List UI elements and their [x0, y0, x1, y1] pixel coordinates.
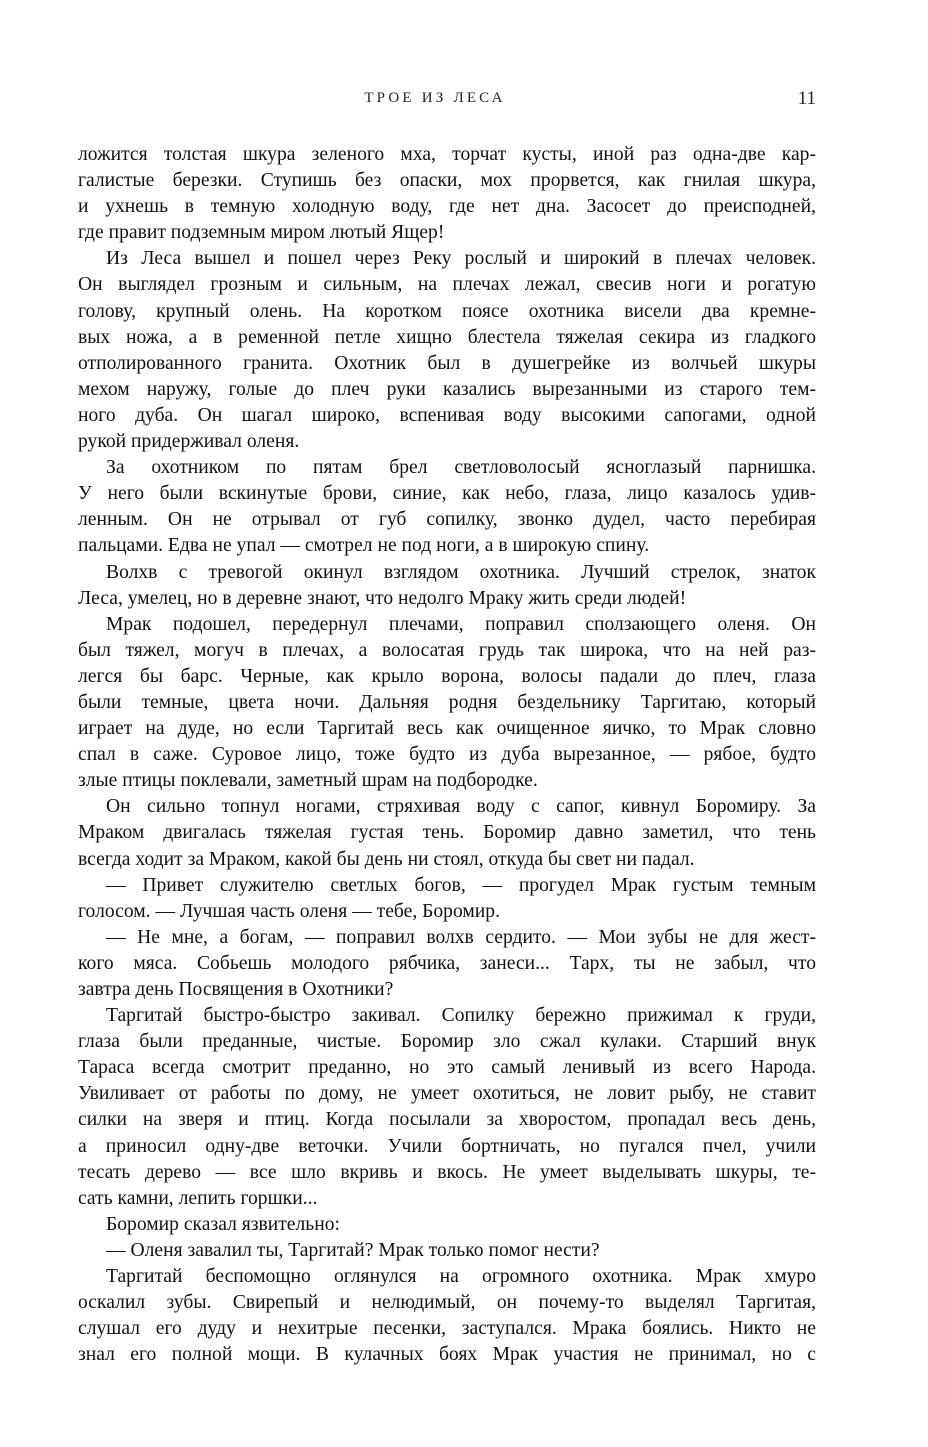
text-line: — Привет служителю светлых богов, — прогудел Мрак густым темным	[106, 874, 816, 896]
text-line: Таргитай беспомощно оглянулся на огромного охотника. Мрак хмуро	[106, 1266, 816, 1288]
page-number: 11	[797, 88, 816, 109]
text-line: а приносил одну-две веточки. Учили бортничать, но пугался пчел, учили	[78, 1135, 816, 1157]
text-line: слушал его дуду и нехитрые песенки, заступался. Мрака боялись. Никто не	[78, 1318, 816, 1340]
text-line: ного дуба. Он шагал широко, вспенивая воду высокими сапогами, одной	[78, 404, 816, 426]
text-line: сать камни, лепить горшки...	[78, 1187, 318, 1209]
text-line: играет на дуде, но если Таргитай весь как очищенное яичко, то Мрак словно	[78, 718, 816, 740]
text-line: Увиливает от работы по дому, не умеет охотиться, не ловит рыбу, не ставит	[78, 1083, 816, 1105]
text-line: У него были вскинутые брови, синие, как небо, глаза, лицо казалось удив-	[78, 483, 816, 505]
text-line: Мрак подошел, передернул плечами, поправил сползающего оленя. Он	[106, 613, 816, 635]
text-line: глаза были преданные, чистые. Боромир зло сжал кулаки. Старший внук	[78, 1031, 816, 1053]
text-line: Он сильно топнул ногами, стряхивая воду с сапог, кивнул Боромиру. За	[106, 796, 816, 818]
text-line: Он выглядел грозным и сильным, на плечах лежал, свесив ноги и рогатую	[78, 274, 816, 296]
text-line: всегда ходит за Мраком, какой бы день ни стоял, откуда бы свет ни падал.	[78, 848, 695, 870]
text-line: мехом наружу, голые до плеч руки казались вырезанными из старого тем-	[78, 378, 816, 400]
text-line: За охотником по пятам брел светловолосый ясноглазый парнишка.	[106, 457, 816, 479]
text-line: вых ножа, а в ременной петле хищно блестела тяжелая секира из гладкого	[78, 326, 816, 348]
text-line: Волхв с тревогой окинул взглядом охотника. Лучший стрелок, знаток	[106, 561, 816, 583]
text-line: кого мяса. Собьешь молодого рябчика, занеси... Тарх, ты не забыл, что	[78, 952, 816, 974]
text-line: где правит подземным миром лютый Ящер!	[78, 222, 445, 244]
text-line: злые птицы поклевали, заметный шрам на подбородке.	[78, 770, 538, 792]
text-line: и ухнешь в темную холодную воду, где нет дна. Засосет до преисподней,	[78, 196, 816, 218]
text-line: Тараса всегда смотрит преданно, но это самый ленивый из всего Народа.	[78, 1057, 816, 1079]
body-text	[78, 142, 816, 1368]
text-line: пальцами. Едва не упал — смотрел не под ноги, а в широкую спину.	[78, 535, 650, 557]
text-line: Боромир сказал язвительно:	[106, 1213, 340, 1235]
text-line: знал его полной мощи. В кулачных боях Мрак участия не принимал, но с	[78, 1344, 816, 1366]
text-line: голосом. — Лучшая часть оленя — тебе, Боромир.	[78, 900, 500, 922]
text-line: — Не мне, а богам, — поправил волхв сердито. — Мои зубы не для жест-	[106, 926, 816, 948]
running-title: ТРОЕ ИЗ ЛЕСА	[364, 90, 506, 106]
text-line: отполированного гранита. Охотник был в душегрейке из волчьей шкуры	[78, 352, 816, 374]
text-line: рукой придерживал оленя.	[78, 431, 300, 453]
text-line: голову, крупный олень. На коротком поясе охотника висели два кремне-	[78, 300, 816, 322]
text-line: Из Леса вышел и пошел через Реку рослый и широкий в плечах человек.	[106, 248, 816, 270]
text-line: завтра день Посвящения в Охотники?	[78, 979, 394, 1000]
text-line: были темные, цвета ночи. Дальняя родня бездельнику Таргитаю, который	[78, 691, 816, 713]
text-line: — Оленя завалил ты, Таргитай? Мрак только помог нести?	[106, 1239, 600, 1261]
text-line: оскалил зубы. Свирепый и нелюдимый, он почему-то выделял Таргитая,	[78, 1292, 816, 1314]
text-line: галистые березки. Ступишь без опаски, мох прорвется, как гнилая шкура,	[78, 170, 816, 192]
text-line: Леса, умелец, но в деревне знают, что недолго Мраку жить среди людей!	[78, 587, 687, 609]
text-line: ложится толстая шкура зеленого мха, торчат кусты, иной раз одна-две кар-	[78, 144, 816, 165]
text-line: спал в саже. Суровое лицо, тоже будто из дуба вырезанное, — рябое, будто	[78, 744, 816, 766]
text-line: Мраком двигалась тяжелая густая тень. Боромир давно заметил, что тень	[78, 822, 816, 844]
text-line: силки на зверя и птиц. Когда посылали за хворостом, пропадал весь день,	[78, 1109, 816, 1131]
text-line: ленным. Он не отрывал от губ сопилку, звонко дудел, часто перебирая	[78, 509, 816, 531]
text-line: легся бы барс. Черные, как крыло ворона, волосы падали до плеч, глаза	[78, 665, 816, 687]
text-line: тесать дерево — все шло вкривь и вкось. Не умеет выделывать шкуры, те-	[78, 1161, 816, 1183]
text-line: Таргитай быстро-быстро закивал. Сопилку бережно прижимал к груди,	[106, 1005, 816, 1027]
text-line: был тяжел, могуч в плечах, а волосатая грудь так широка, что на ней раз-	[78, 639, 816, 661]
